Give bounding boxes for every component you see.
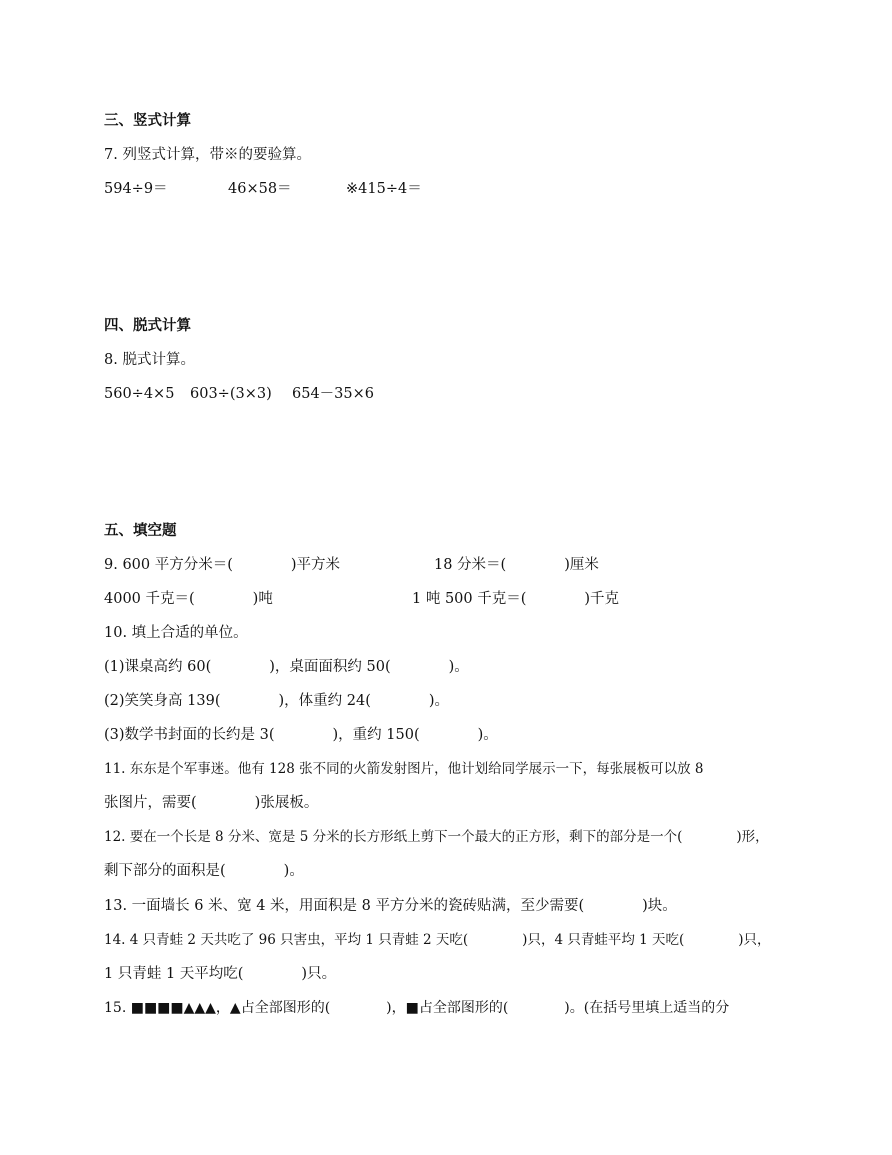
section-heading-5: 五、填空题 <box>104 523 177 539</box>
problem-8-1: 560÷4×5 <box>104 386 175 402</box>
question-11-line-1: 11. 东东是个军事迷。他有 128 张不同的火箭发射图片，他计划给同学展示一下，每张展板可以放 8 <box>104 761 704 777</box>
question-15-line-1: 15. ■■■■▲▲▲，▲占全部图形的( )，■占全部图形的( )。(在括号里填上适当的分 <box>104 1000 730 1016</box>
question-9-d: 1 吨 500 千克＝( )千克 <box>412 591 620 607</box>
section-heading-4: 四、脱式计算 <box>104 318 191 334</box>
question-14-line-1: 14. 4 只青蛙 2 天共吃了 96 只害虫，平均 1 只青蛙 2 天吃( )只，4 只青蛙平均 1 天吃( )只， <box>104 932 771 948</box>
question-9-b: 18 分米＝( )厘米 <box>434 557 599 573</box>
question-10-line-3: (3)数学书封面的长约是 3( )，重约 150( )。 <box>104 727 498 743</box>
question-13-line-1: 13. 一面墙长 6 米、宽 4 米，用面积是 8 平方分米的瓷砖贴满，至少需要( )块。 <box>104 898 677 914</box>
question-8-problems <box>104 384 804 404</box>
question-7-text: 7. 列竖式计算，带※的要验算。 <box>104 147 311 163</box>
problem-7-2: 46×58＝ <box>228 181 292 197</box>
problem-8-2: 603÷(3×3) <box>190 386 272 402</box>
question-12-line-2: 剩下部分的面积是( )。 <box>104 863 304 879</box>
question-7-problems <box>104 179 804 199</box>
question-10-line-1: (1)课桌高约 60( )，桌面面积约 50( )。 <box>104 659 469 675</box>
question-11-line-2: 张图片，需要( )张展板。 <box>104 795 319 811</box>
question-9-row-2 <box>104 589 804 609</box>
problem-7-1: 594÷9＝ <box>104 181 168 197</box>
section-heading-3: 三、竖式计算 <box>104 113 191 129</box>
question-9-row-1 <box>104 555 804 575</box>
problem-8-3: 654－35×6 <box>292 386 375 402</box>
question-12-line-1: 12. 要在一个长是 8 分米、宽是 5 分米的长方形纸上剪下一个最大的正方形，剩下的部分是一个( )形， <box>104 829 769 845</box>
question-10-line-2: (2)笑笑身高 139( )，体重约 24( )。 <box>104 693 450 709</box>
question-8-text: 8. 脱式计算。 <box>104 352 195 368</box>
question-14-line-2: 1 只青蛙 1 天平均吃( )只。 <box>104 966 337 982</box>
question-10-title: 10. 填上合适的单位。 <box>104 625 248 641</box>
problem-7-3: ※415÷4＝ <box>346 181 422 197</box>
question-9-c: 4000 千克＝( )吨 <box>104 591 273 607</box>
question-9-a: 9. 600 平方分米＝( )平方米 <box>104 557 341 573</box>
